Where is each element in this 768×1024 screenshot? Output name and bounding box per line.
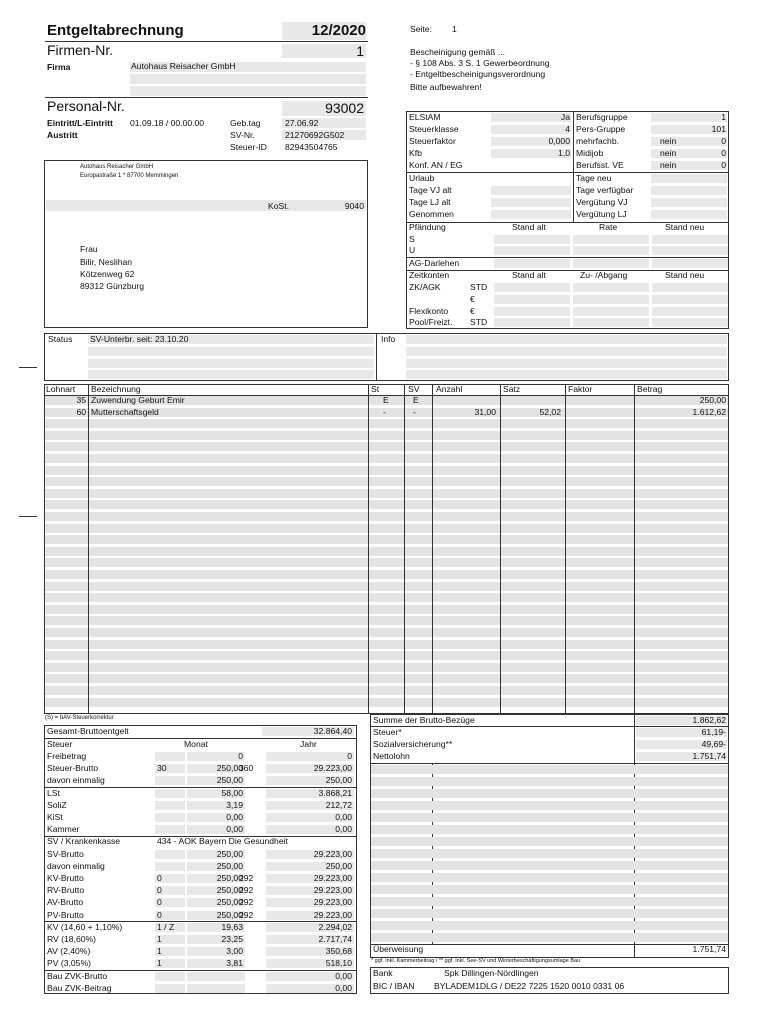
zeitkonto-label: Flexikonto	[409, 306, 449, 316]
elstam-value: 0	[721, 136, 726, 146]
field-shade	[155, 850, 185, 859]
cell-st: -	[383, 406, 386, 417]
total-label: PV (3,05%)	[47, 958, 91, 969]
total-monat: 250,00	[216, 763, 243, 774]
total-label: Bau ZVK-Brutto	[47, 970, 108, 981]
divider	[370, 763, 729, 764]
row-stripe	[45, 500, 728, 509]
total-monat: 250,00	[216, 873, 243, 883]
row-stripe	[45, 535, 728, 544]
field-shade	[494, 318, 570, 327]
total-jahr: 0,00	[335, 970, 352, 981]
elstam-label: Steuerklasse	[409, 124, 459, 134]
address-line-3: Kötzenweg 62	[80, 269, 135, 279]
elstam-value: Ja	[560, 112, 570, 122]
total-jahr: 0	[347, 751, 352, 761]
field-shade	[491, 198, 571, 207]
cell-anzahl: 31,00	[474, 406, 496, 417]
row-stripe	[45, 477, 728, 486]
row-stripe	[371, 909, 728, 918]
gesamt-label: Gesamt-Bruttoentgelt	[47, 726, 129, 736]
iban-label: BIC / IBAN	[373, 981, 415, 991]
total-monat: 250,00	[216, 909, 243, 920]
field-shade	[494, 295, 570, 304]
total-label: AV-Brutto	[47, 897, 84, 908]
field-shade	[491, 210, 571, 219]
field-shade	[155, 801, 185, 810]
column-header: Faktor	[568, 384, 593, 394]
total-monat: 3,00	[226, 946, 243, 957]
divider	[370, 726, 729, 727]
urlaub-label: Genommen	[409, 209, 454, 219]
iban-value: BYLADEM1DLG / DE22 7225 1520 0010 0331 06	[434, 981, 625, 991]
row-stripe	[45, 674, 728, 683]
total-code-year: 292	[239, 885, 254, 896]
total-label: Bau ZVK-Beitrag	[47, 982, 112, 993]
status-label: Status	[48, 334, 73, 344]
total-code: 30	[157, 763, 167, 774]
total-jahr: 29.223,00	[313, 897, 352, 908]
summary-label: Sozialversicherung**	[373, 739, 453, 749]
steuerid-label: Steuer-ID	[230, 142, 267, 152]
summary-value: 1.751,74	[692, 751, 726, 761]
urlaub-label: Tage verfügbar	[576, 185, 634, 195]
zeitkonten-stand-alt: Stand alt	[512, 270, 546, 280]
row-stripe	[45, 582, 728, 591]
total-monat: 58,00	[221, 787, 243, 798]
row-stripe	[371, 873, 728, 882]
elstam-label: Konf. AN / EG	[409, 160, 463, 170]
personal-nr: 93002	[325, 100, 364, 116]
row-stripe	[45, 651, 728, 660]
row-stripe	[371, 921, 728, 930]
row-stripe	[45, 593, 728, 602]
elstam-label: Kfb	[409, 148, 422, 158]
elstam-value: 4	[565, 124, 570, 134]
eintritt-label: Eintritt/L-Eintritt	[47, 118, 113, 128]
field-shade	[155, 776, 185, 785]
steuer-label: Steuer	[47, 739, 73, 749]
summary-footnote: * ggf. inkl. Kammerbeitrag / ** ggf. inkl. See-SV und Winterbeschäftigungsumlage Bau	[371, 958, 581, 964]
total-jahr: 2.294,02	[318, 921, 352, 932]
firma-value: Autohaus Reisacher GmbH	[131, 61, 236, 71]
summary-label: Summe der Brutto-Bezüge	[373, 715, 475, 725]
elstam-value: 0	[721, 148, 726, 158]
pfaendung-label: Pfändung	[409, 222, 446, 232]
row-stripe	[371, 789, 728, 798]
elstam-extra: nein	[660, 148, 677, 158]
elstam-label: Midijob	[576, 148, 604, 158]
row-stripe	[45, 616, 728, 625]
total-monat: 250,00	[216, 885, 243, 896]
cell-sv: -	[413, 406, 416, 417]
gesamt-value: 32.864,40	[313, 726, 352, 736]
total-jahr: 29.223,00	[313, 885, 352, 896]
row-stripe	[45, 663, 728, 672]
total-label: Freibetrag	[47, 751, 87, 761]
elstam-value: 0,000	[548, 136, 570, 146]
urlaub-label: Tage neu	[576, 173, 612, 183]
page-label: Seite:	[410, 24, 432, 34]
field-shade	[494, 283, 570, 292]
urlaub-label: Vergütung LJ	[576, 209, 627, 219]
field-shade	[652, 318, 728, 327]
cert-line-1: Bescheinigung gemäß ...	[410, 47, 506, 57]
total-monat: 3,81	[226, 958, 243, 969]
sender-line-1: Autohaus Reisacher GmbH	[80, 164, 154, 170]
total-label: KV-Brutto	[47, 873, 84, 883]
zeitkonto-unit: STD	[470, 317, 488, 327]
cert-line-3: - Entgeltbescheinigungsverordnung	[410, 69, 546, 79]
total-jahr: 0,00	[335, 982, 352, 993]
cell-betrag: 250,00	[699, 395, 726, 405]
urlaub-label: Vergütung VJ	[576, 197, 628, 207]
elstam-value: 1	[721, 112, 726, 122]
total-jahr: 29.223,00	[313, 848, 352, 859]
row-stripe	[45, 605, 728, 614]
field-shade	[155, 984, 185, 993]
field-shade	[652, 295, 728, 304]
row-stripe	[371, 765, 728, 774]
steuerid-value: 82943504765	[285, 142, 338, 152]
total-code-year: 292	[239, 873, 254, 883]
cell-nr: 60	[76, 406, 86, 417]
cell-sv: E	[413, 395, 419, 405]
svnr-label: SV-Nr.	[230, 130, 255, 140]
bank-value: Spk Dillingen-Nördlingen	[444, 968, 539, 978]
firma-box-2	[130, 74, 366, 84]
company-nr: 1	[356, 43, 364, 59]
ueberweisung-label: Überweisung	[373, 944, 424, 954]
field-shade	[187, 972, 245, 981]
field-shade	[155, 862, 185, 871]
field-shade	[187, 984, 245, 993]
pfaendung-s: S	[409, 234, 415, 244]
monat-label: Monat	[184, 739, 208, 749]
row-stripe	[45, 686, 728, 695]
field-shade	[494, 307, 570, 316]
row-stripe	[45, 454, 728, 463]
row-stripe	[371, 897, 728, 906]
total-monat: 250,00	[216, 848, 243, 859]
row-stripe	[371, 885, 728, 894]
row-stripe	[371, 813, 728, 822]
row-stripe	[45, 524, 728, 533]
total-jahr: 518,10	[325, 958, 352, 969]
total-code: 0	[157, 897, 162, 908]
summary-value: 1.862,62	[692, 715, 726, 725]
total-code: 0	[157, 873, 162, 883]
total-monat: 250,00	[216, 775, 243, 786]
total-jahr: 250,00	[325, 775, 352, 786]
row-stripe	[371, 837, 728, 846]
total-label: SV / Krankenkasse	[47, 836, 121, 847]
zeitkonten-zu-abgang: Zu- /Abgang	[580, 270, 628, 280]
total-label: Kammer	[47, 824, 80, 835]
total-label: SoliZ	[47, 799, 67, 810]
summary-value: 61,19-	[701, 727, 726, 737]
status-value: SV-Unterbr. seit: 23.10.20	[90, 334, 189, 344]
column-header: Satz	[503, 384, 521, 394]
kost-value: 9040	[344, 201, 364, 211]
svnr-value: 21270692G502	[285, 130, 345, 140]
row-stripe	[45, 512, 728, 521]
elstam-extra: nein	[660, 136, 677, 146]
field-shade	[573, 307, 649, 316]
ueberweisung-value: 1.751,74	[692, 944, 726, 954]
total-label: RV (18,60%)	[47, 934, 97, 944]
zeitkonto-unit: STD	[470, 282, 488, 292]
elstam-label: mehrfachb.	[576, 136, 619, 146]
elstam-label: Steuerfaktor	[409, 136, 456, 146]
column-header: Anzahl	[436, 384, 463, 394]
eintritt-value: 01.09.18 / 00.00.00	[130, 118, 205, 128]
total-label: SV-Brutto	[47, 848, 84, 859]
total-monat: 0	[238, 751, 243, 761]
gebtag-label: Geb.tag	[230, 118, 261, 128]
column-header: St	[371, 384, 380, 394]
fold-mark	[19, 516, 37, 517]
total-code: 1	[157, 934, 162, 944]
company-nr-label: Firmen-Nr.	[47, 42, 114, 58]
total-label: davon einmalig	[47, 860, 105, 871]
total-code-year: 292	[239, 897, 254, 908]
total-jahr: 2.717,74	[318, 934, 352, 944]
total-label: KV (14,60 + 1,10%)	[47, 921, 123, 932]
row-stripe	[371, 777, 728, 786]
total-jahr: 0,00	[335, 824, 352, 835]
summary-label: Steuer*	[373, 727, 402, 737]
fold-mark	[19, 367, 37, 368]
column-header: SV	[408, 384, 420, 394]
elstam-label: Pers-Gruppe	[576, 124, 626, 134]
field-shade	[651, 186, 727, 195]
total-code: 1	[157, 946, 162, 957]
row-stripe	[371, 849, 728, 858]
total-label: Steuer-Brutto	[47, 763, 99, 774]
field-shade	[155, 813, 185, 822]
field-shade	[491, 186, 571, 195]
total-code: 1 / Z	[157, 921, 175, 932]
elstam-label: Berufsst. VE	[576, 160, 624, 170]
pfaendung-u: U	[409, 245, 416, 255]
row-stripe	[45, 698, 728, 707]
firma-box-3	[130, 86, 366, 96]
row-stripe	[45, 558, 728, 567]
total-jahr: 0,00	[335, 812, 352, 822]
row-stripe	[371, 801, 728, 810]
field-shade	[651, 210, 727, 219]
total-label: PV-Brutto	[47, 909, 84, 920]
elstam-label: Berufsgruppe	[576, 112, 628, 122]
total-monat: 0,00	[226, 812, 243, 822]
field-shade	[573, 283, 649, 292]
elstam-extra: nein	[660, 160, 677, 170]
row-stripe	[371, 825, 728, 834]
ag-darlehen-label: AG-Darlehen	[409, 258, 460, 268]
cell-bez: Mutterschaftsgeld	[91, 406, 159, 417]
address-line-2: Bilir, Neslihan	[80, 257, 133, 267]
pfaendung-rate: Rate	[599, 222, 618, 232]
row-stripe	[45, 640, 728, 649]
column-header: Bezeichnung	[91, 384, 141, 394]
field-shade	[651, 174, 727, 183]
cell-betrag: 1.612,62	[692, 406, 726, 417]
elstam-value: 1,0	[558, 148, 570, 158]
elstam-value: 101	[711, 124, 726, 134]
total-jahr: 3.868,21	[318, 787, 352, 798]
urlaub-label: Urlaub	[409, 173, 435, 183]
total-label: davon einmalig	[47, 775, 105, 786]
total-code: 1	[157, 958, 162, 969]
total-jahr: 350,68	[325, 946, 352, 957]
urlaub-label: Tage LJ alt	[409, 197, 451, 207]
total-code-year: 292	[239, 909, 254, 920]
page-number: 1	[452, 24, 457, 34]
total-code: 434 - AOK Bayern Die Gesundheit	[157, 836, 288, 847]
total-monat: 250,00	[216, 897, 243, 908]
field-shade	[651, 198, 727, 207]
zeitkonten-stand-neu: Stand neu	[665, 270, 705, 280]
cell-nr: 35	[76, 395, 86, 405]
row-stripe	[45, 570, 728, 579]
row-stripe	[45, 547, 728, 556]
zeitkonten-label: Zeitkonten	[409, 270, 450, 280]
elstam-label: ELStAM	[409, 112, 441, 122]
summary-value: 49,69-	[701, 739, 726, 749]
zeitkonto-unit: €	[470, 306, 475, 316]
austritt-label: Austritt	[47, 130, 78, 140]
total-label: RV-Brutto	[47, 885, 85, 896]
total-code-year: 360	[239, 763, 254, 774]
total-jahr: 29.223,00	[313, 909, 352, 920]
sender-line-2: Europastraße 1 * 87700 Memmingen	[80, 173, 179, 179]
total-code: 0	[157, 885, 162, 896]
gebtag-value: 27.06.92	[285, 118, 319, 128]
document-title: Entgeltabrechnung	[47, 22, 184, 39]
divider	[406, 172, 729, 173]
total-label: AV (2,40%)	[47, 946, 91, 957]
period: 12/2020	[311, 22, 366, 39]
total-monat: 3,19	[226, 799, 243, 810]
field-shade	[155, 972, 185, 981]
zeitkonto-label: ZK/AGK	[409, 282, 441, 292]
divider	[573, 111, 574, 223]
pfaendung-stand-neu: Stand neu	[665, 222, 705, 232]
total-monat: 0,00	[226, 824, 243, 835]
row-stripe	[45, 419, 728, 428]
cert-line-2: - § 108 Abs. 3 S. 1 Gewerbeordnung	[410, 58, 550, 68]
row-stripe	[371, 933, 728, 942]
field-shade	[155, 752, 185, 761]
total-monat: 19,63	[221, 921, 243, 932]
row-stripe	[371, 861, 728, 870]
field-shade	[155, 789, 185, 798]
cert-line-4: Bitte aufbewahren!	[410, 82, 482, 92]
field-shade	[652, 307, 728, 316]
column-header: Betrag	[637, 384, 663, 394]
personal-nr-label: Personal-Nr.	[47, 98, 125, 114]
info-label: Info	[381, 334, 396, 344]
cell-bez: Zuwendung Geburt Emir	[91, 395, 185, 405]
total-jahr: 212,72	[325, 799, 352, 810]
divider	[376, 333, 377, 381]
row-stripe	[45, 431, 728, 440]
total-jahr: 29.223,00	[313, 763, 352, 774]
elstam-value: 0	[721, 160, 726, 170]
total-label: LSt	[47, 787, 60, 798]
summary-label: Nettolohn	[373, 751, 410, 761]
zeitkonto-label: Pool/Freizt.	[409, 317, 453, 327]
address-line-1: Frau	[80, 244, 98, 254]
total-monat: 250,00	[216, 860, 243, 871]
row-stripe	[45, 489, 728, 498]
cell-satz: 52,02	[539, 406, 561, 417]
total-jahr: 29.223,00	[313, 873, 352, 883]
row-stripe	[45, 628, 728, 637]
urlaub-label: Tage VJ alt	[409, 185, 452, 195]
bav-footnote: (S) = bAV-Steuerkorrektur	[45, 715, 114, 721]
cell-st: E	[383, 395, 389, 405]
pfaendung-stand-alt: Stand alt	[512, 222, 546, 232]
total-monat: 23,25	[221, 934, 243, 944]
total-label: KiSt	[47, 812, 63, 822]
bank-label: Bank	[373, 968, 393, 978]
field-shade	[573, 295, 649, 304]
zeitkonto-unit: €	[470, 294, 475, 304]
kost-label: KoSt.	[268, 201, 290, 211]
field-shade	[652, 283, 728, 292]
field-shade	[155, 825, 185, 834]
firma-label: Firma	[47, 62, 71, 72]
total-jahr: 250,00	[325, 860, 352, 871]
column-header: Lohnart	[46, 384, 76, 394]
row-stripe	[45, 442, 728, 451]
field-shade	[573, 318, 649, 327]
jahr-label: Jahr	[300, 739, 317, 749]
total-code: 0	[157, 909, 162, 920]
row-stripe	[45, 466, 728, 475]
address-line-4: 89312 Günzburg	[80, 281, 145, 291]
